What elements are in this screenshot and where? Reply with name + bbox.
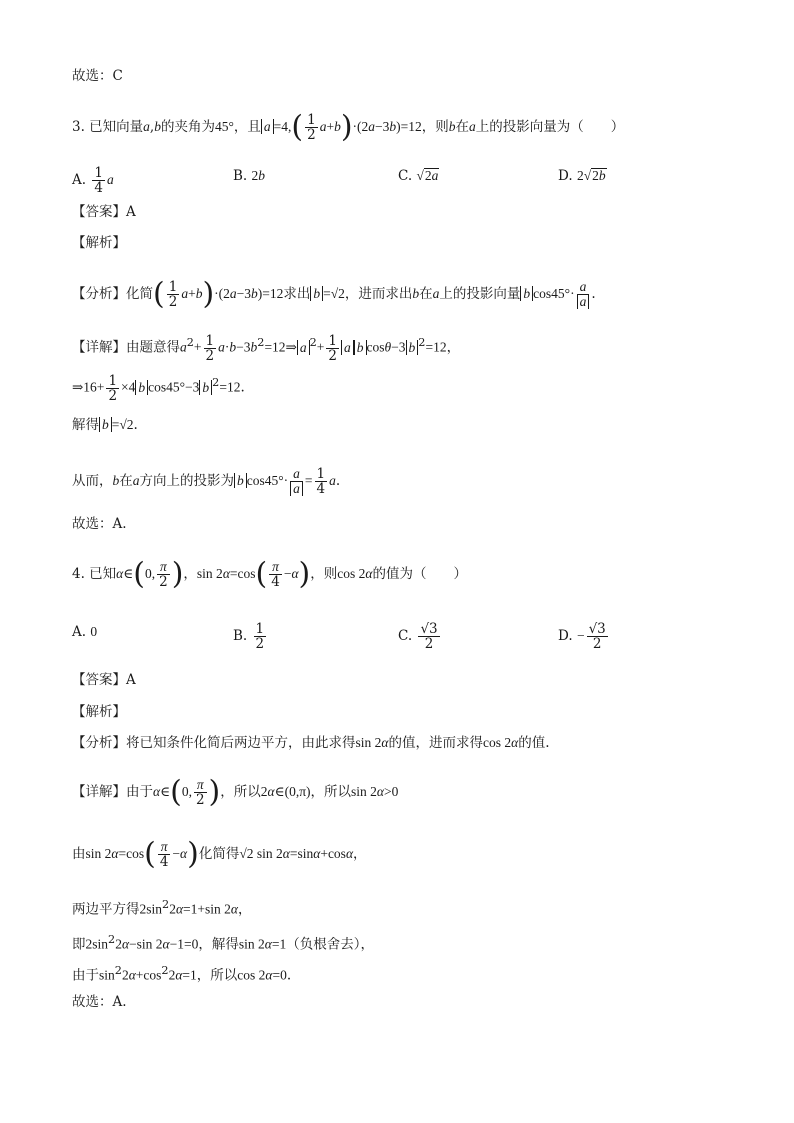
q4-option-c[interactable]: C. $\frac{√3}{2}$ xyxy=(398,621,438,652)
q3-answer-tag: 【答案】 xyxy=(72,204,126,220)
q3-fenxi-d: 在 xyxy=(419,286,433,302)
q3-option-d[interactable]: D. 2√2b xyxy=(558,168,606,184)
q3-option-c-label: C. xyxy=(398,168,413,184)
q4-xiangjie-c: ，所以 xyxy=(310,784,352,800)
q4-line5-a: 由于 xyxy=(72,967,99,984)
q4-stem-a: 4. 已知 xyxy=(72,566,117,582)
q4-stem: 4. 已知α∈(0, $\frac{\pi}{2}$ )，sin 2α=cos( $\frac{\pi}{4}$ −α)，则cos 2α的值为（ ） xyxy=(72,556,467,592)
q4-line3: 两边平方得$2\sin^22\alpha=1+\sin$ 2α， xyxy=(72,898,252,918)
q4-option-c-label: C. xyxy=(398,628,413,644)
q3-stem-text-a: 3. 已知向量 xyxy=(72,119,144,135)
q4-option-a-label: A. xyxy=(72,624,87,640)
q3-option-c[interactable]: C. √2a xyxy=(398,168,439,184)
q4-fenxi-tag: 【分析】 xyxy=(72,735,126,751)
q3-fenxi-line: 【分析】化简( $\frac{1}{2}$ a+b)·(2a−3b)=12求出 b =√2，进而求出b在a上的投影向量 b cos45°· $\frac{a}{a}$ . xyxy=(72,276,596,312)
q4-choose-line: 故选：A. xyxy=(72,994,127,1010)
q4-option-b[interactable]: B. $\frac{1}{2}$ xyxy=(233,621,265,652)
q3-option-b[interactable]: B. 2b xyxy=(233,168,266,184)
q4-fenxi-c: 的值. xyxy=(518,735,550,751)
q3-congerl-a: 从而， xyxy=(72,473,113,489)
q3-stem-text-f: 上的投影向量为（ ） xyxy=(475,119,625,135)
q4-line2-a: 由 xyxy=(72,846,86,862)
q3-derive-line: ⇒16+ $\frac{1}{2}$ ×4 b cos45°−3 b $^2$=12. xyxy=(72,372,245,404)
q4-stem-c: 的值为（ ） xyxy=(372,566,467,582)
q3-option-a[interactable]: A. $\frac{1}{4}$ a xyxy=(72,165,114,196)
q3-projection-line: 从而，b在a方向上的投影为 b cos45°· $\frac{a}{a}$ = $\frac{1}{4}$ a. xyxy=(72,466,341,497)
q4-line4-a: 即 xyxy=(72,936,86,953)
q3-stem: 3. 已知向量a,b的夹角为45°，且 a =4,( $\frac{1}{2}$ a+b)·(2a−3b)=12，则b在a上的投影向量为（ ） xyxy=(72,109,625,145)
q4-stem-b: ，则 xyxy=(310,566,338,582)
q4-option-a[interactable]: A. 0 xyxy=(72,624,98,640)
q3-jiede-line: 解得 b =√2. xyxy=(72,417,138,433)
q4-fenxi-a: 将已知条件化简后两边平方，由此求得 xyxy=(126,735,356,751)
q4-analysis-tag: 【解析】 xyxy=(72,704,126,720)
q3-option-d-label: D. xyxy=(558,168,573,184)
q4-line2-b: 化简得 xyxy=(198,846,240,862)
q4-answer-tag: 【答案】 xyxy=(72,672,126,688)
q4-xiangjie-line: 【详解】由于α∈(0, $\frac{\pi}{2}$ )，所以2α∈(0,π)，所以sin 2α>0 xyxy=(72,774,399,810)
q3-congerl-c: 方向上的投影为 xyxy=(139,473,234,489)
q4-fenxi-line: 【分析】将已知条件化简后两边平方，由此求得sin 2α的值，进而求得cos 2α的值. xyxy=(72,735,550,751)
q4-xiangjie-tag: 【详解】 xyxy=(72,784,126,800)
q3-congerl-b: 在 xyxy=(119,473,133,489)
q4-xiangjie-a: 由于 xyxy=(126,784,153,800)
q3-xiangjie-tag: 【详解】 xyxy=(72,339,126,356)
q3-fenxi-e: 上的投影向量 xyxy=(439,286,521,302)
q3-fenxi-c: ，进而求出 xyxy=(344,286,413,302)
q3-option-b-label: B. xyxy=(233,168,248,184)
q3-stem-text-c: ，且 xyxy=(233,119,261,135)
q4-answer: A xyxy=(126,672,136,688)
q3-stem-text-d: ，则 xyxy=(421,119,449,135)
q3-fenxi-tag: 【分析】 xyxy=(72,286,126,302)
q4-fenxi-b: 的值，进而求得 xyxy=(388,735,483,751)
q3-analysis-tag: 【解析】 xyxy=(72,235,126,251)
q4-xiangjie-b: ，所以 xyxy=(220,784,261,800)
q3-xiangjie-a: 由题意得 xyxy=(126,339,180,356)
q4-line5: 由于$\sin^22\alpha+\cos^22\alpha=1$，所以cos 2α=0. xyxy=(72,964,292,984)
q4-line3-a: 两边平方得 xyxy=(72,901,140,918)
q3-stem-text-b: 的夹角为 xyxy=(160,119,215,135)
q4-line4-b: ，解得 xyxy=(198,936,239,953)
q4-option-d-label: D. xyxy=(558,628,573,644)
q3-answer-line xyxy=(72,202,136,222)
q3-option-a-label: A. xyxy=(72,172,87,188)
q3-answer: A xyxy=(126,204,136,220)
q3-xiangjie-line: 【详解】由题意得$a^2+$ $\frac{1}{2}$ $a\cdot b-3b^2=12\Rightarrow$ a $^2$+ $\frac{1}{2}$ a b cosθ−3 b $^2$=12， xyxy=(72,332,461,364)
q3-jiede: 解得 xyxy=(72,417,99,433)
q4-line4: 即$2\sin^22\alpha-\sin$ 2α−1=0，解得sin 2α=1（负根舍去）， xyxy=(72,933,374,953)
q3-choose-line: 故选：A. xyxy=(72,516,127,532)
q4-option-d[interactable]: D. − $\frac{√3}{2}$ xyxy=(558,621,606,652)
prev-answer-line: 故选：C xyxy=(72,68,123,84)
q3-fenxi-a: 化简 xyxy=(126,286,153,302)
q3-fenxi-b: 求出 xyxy=(283,286,311,302)
q4-line4-c: （负根舍去）， xyxy=(286,936,374,953)
q4-line5-b: ，所以 xyxy=(196,967,238,984)
q4-line2: 由sin 2α=cos( $\frac{\pi}{4}$ −α)化简得√2 sin 2α=sinα+cosα， xyxy=(72,836,367,872)
q4-answer-line xyxy=(72,670,136,690)
q3-stem-text-e: 在 xyxy=(455,119,470,135)
q4-option-b-label: B. xyxy=(233,628,248,644)
